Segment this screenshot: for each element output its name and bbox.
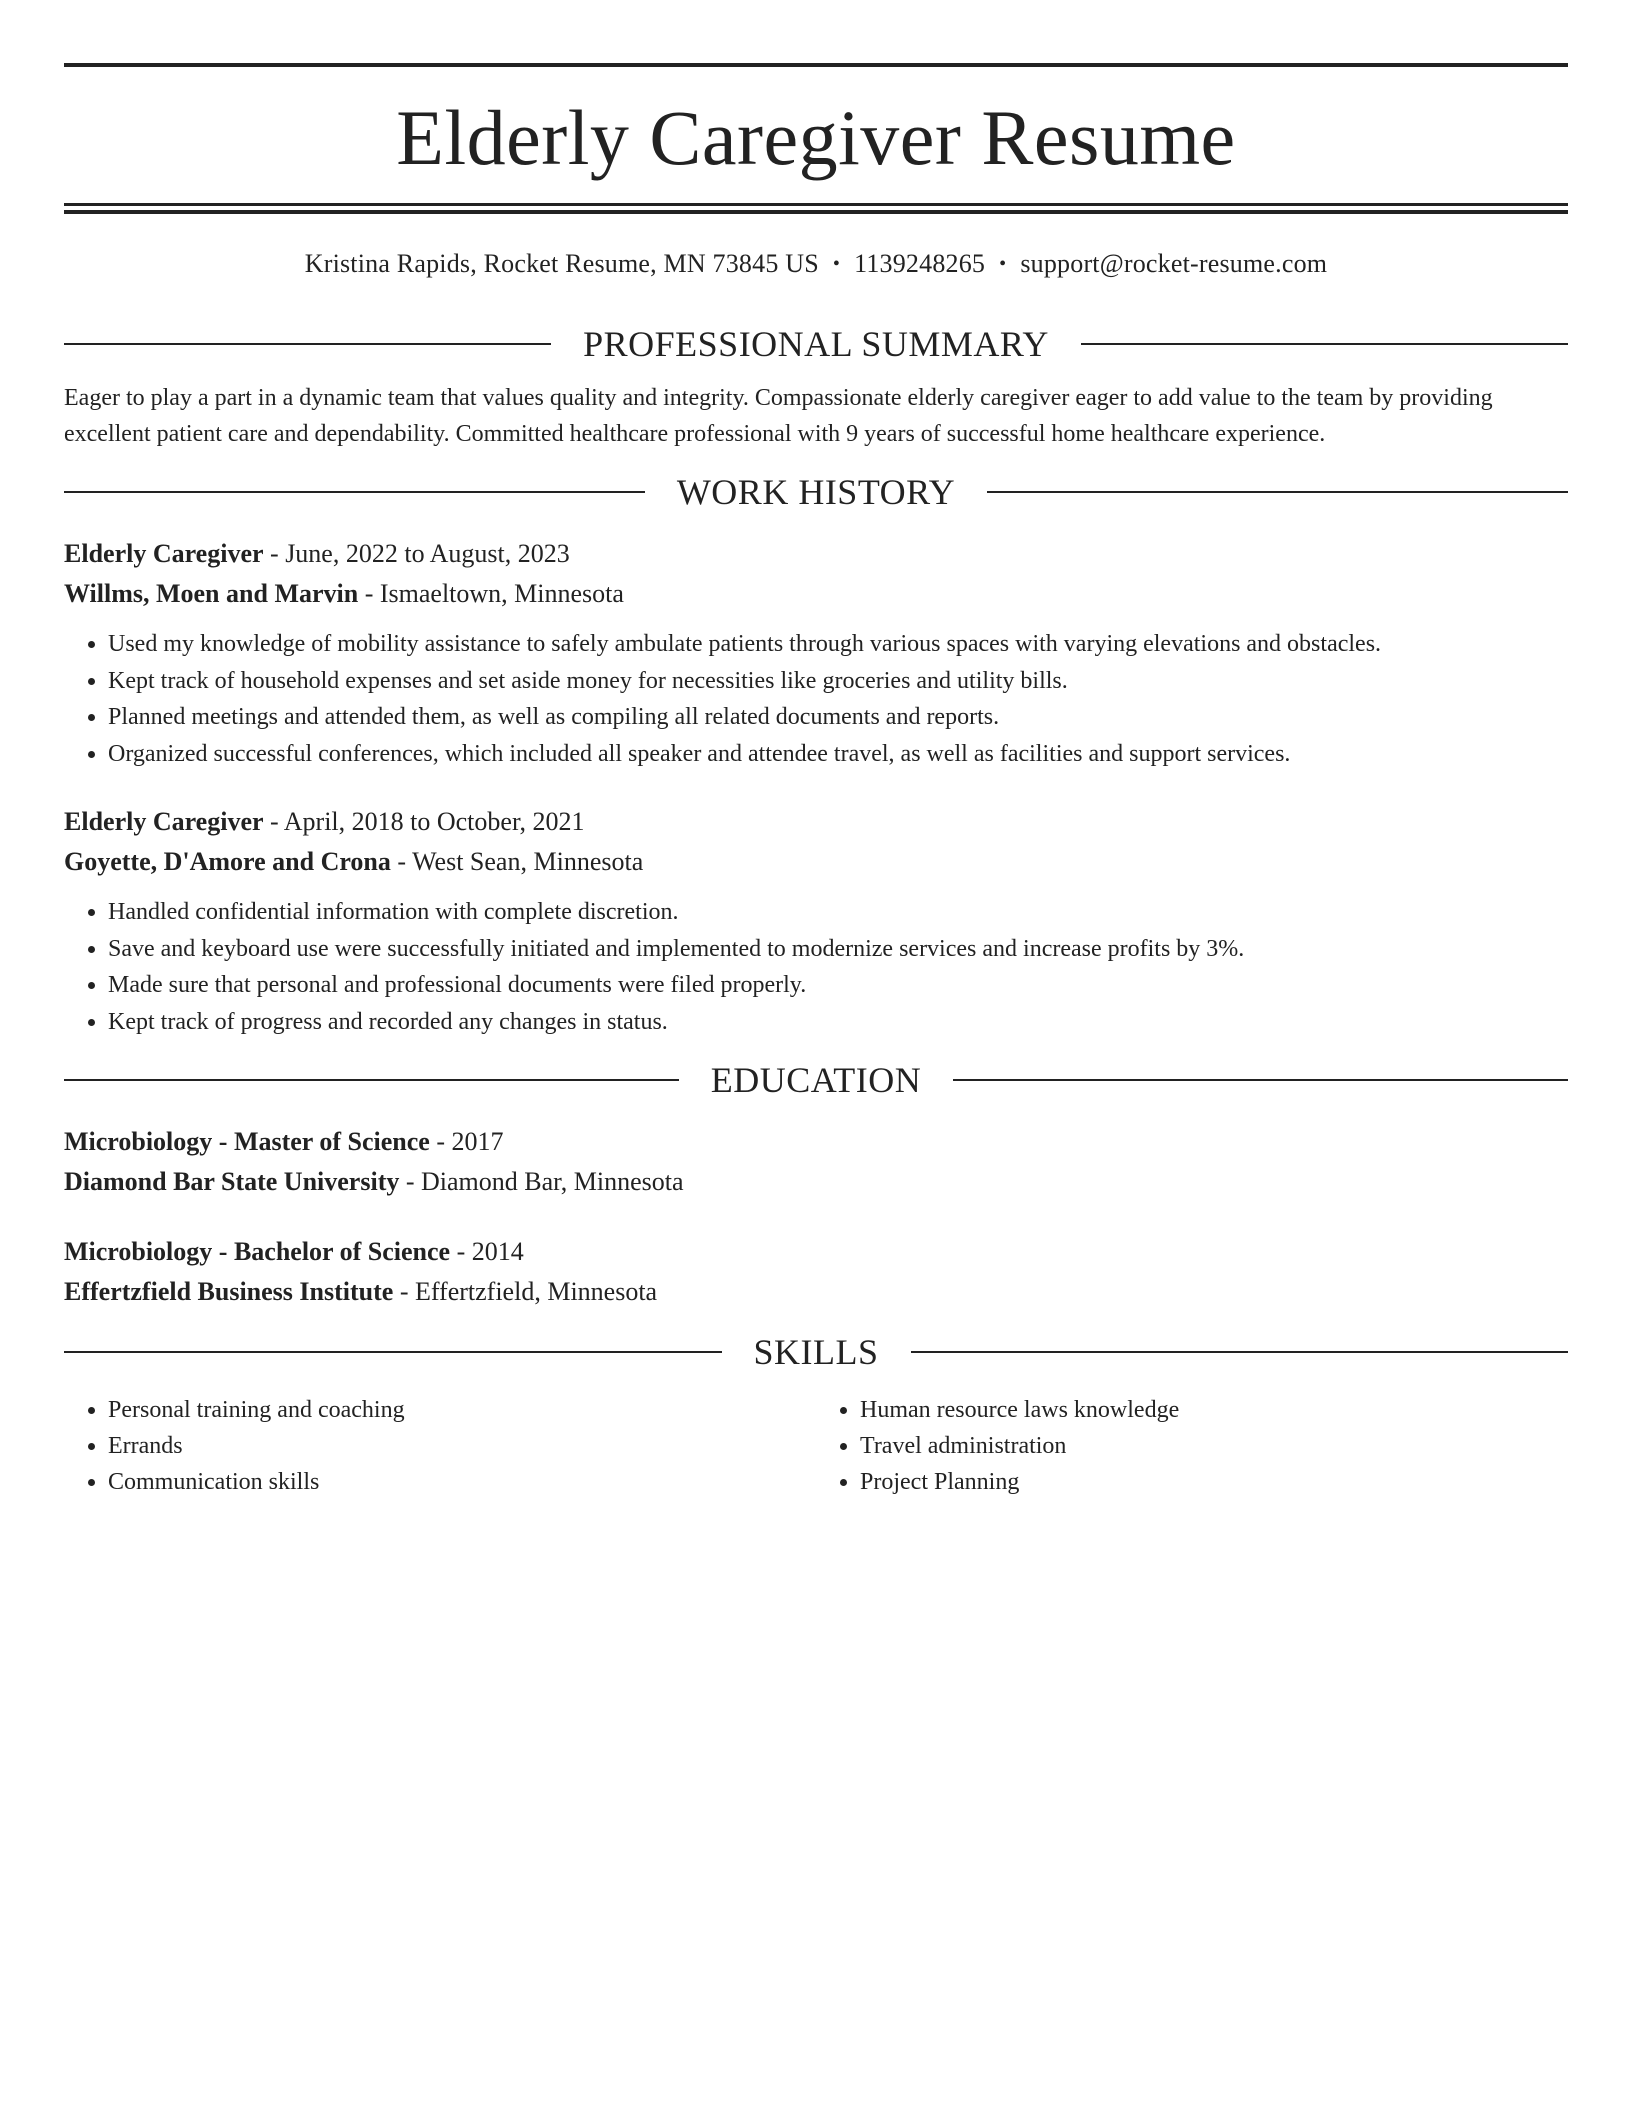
section-header-education <box>64 1060 1568 1100</box>
list-item: • Kept track of progress and recorded any changes in status. <box>108 1004 1568 1041</box>
list-item: • Organized successful conferences, which included all speaker and attendee travel, as well as facilities and support services. <box>108 736 1568 773</box>
bullet-separator: • <box>999 253 1007 275</box>
job-company-line <box>64 842 1568 882</box>
list-item: • Kept track of household expenses and set aside money for necessities like groceries and utility bills. <box>108 663 1568 700</box>
list-item: • Travel administration <box>860 1428 1568 1464</box>
job-entry <box>64 534 1568 772</box>
contact-email: support@rocket-resume.com <box>1020 249 1328 278</box>
skills-list-left <box>64 1392 816 1500</box>
section-title-education: EDUCATION <box>710 1060 922 1100</box>
list-item: • Errands <box>108 1428 816 1464</box>
job-duties-list <box>64 894 1568 1040</box>
section-title-summary: PROFESSIONAL SUMMARY <box>583 324 1049 364</box>
list-item: • Communication skills <box>108 1464 816 1500</box>
section-header-summary <box>64 324 1568 364</box>
list-item: • Made sure that personal and professional documents were filed properly. <box>108 967 1568 1004</box>
summary-text: Eager to play a part in a dynamic team that values quality and integrity. Compassionate elderly caregiver eager to add value to the team by providing excellent patient care and dependability. Committed healthcare professional with 9 years of successful home healthcare experience. <box>64 385 1493 447</box>
school-line <box>64 1272 1568 1312</box>
section-rule <box>987 491 1568 493</box>
section-rule <box>1081 343 1568 345</box>
job-company-line <box>64 574 1568 614</box>
job-entry <box>64 802 1568 1040</box>
graduation-year: - 2017 <box>429 1127 504 1156</box>
section-title-skills: SKILLS <box>753 1332 879 1372</box>
school-location: - Effertzfield, Minnesota <box>393 1277 658 1306</box>
job-company: Willms, Moen and Marvin <box>64 579 359 608</box>
job-dates: - April, 2018 to October, 2021 <box>263 807 585 836</box>
list-item: • Human resource laws knowledge <box>860 1392 1568 1428</box>
section-rule <box>953 1079 1568 1081</box>
school-line <box>64 1162 1568 1202</box>
school-name: Diamond Bar State University <box>64 1167 400 1196</box>
job-location: - West Sean, Minnesota <box>390 847 644 876</box>
job-dates: - June, 2022 to August, 2023 <box>263 539 570 568</box>
job-title-line <box>64 802 1568 842</box>
degree: Microbiology - Bachelor of Science <box>64 1237 451 1266</box>
education-entry <box>64 1232 1568 1312</box>
bullet-separator: • <box>832 253 841 275</box>
contact-info <box>64 249 1568 281</box>
section-rule <box>64 343 551 345</box>
school-location: - Diamond Bar, Minnesota <box>399 1167 684 1196</box>
section-header-skills <box>64 1332 1568 1372</box>
list-item: • Handled confidential information with complete discretion. <box>108 894 1568 931</box>
degree-line <box>64 1232 1568 1272</box>
job-duties-list <box>64 626 1568 772</box>
section-rule <box>64 1079 679 1081</box>
job-title-line <box>64 534 1568 574</box>
list-item: • Project Planning <box>860 1464 1568 1500</box>
graduation-year: - 2014 <box>450 1237 524 1266</box>
skills-grid <box>64 1392 1568 1500</box>
contact-phone: 1139248265 <box>854 249 986 278</box>
resume-title: Elderly Caregiver Resume <box>396 94 1236 181</box>
section-rule <box>64 1351 722 1353</box>
section-rule <box>64 491 645 493</box>
contact-address: Kristina Rapids, Rocket Resume, MN 73845 US <box>304 249 819 278</box>
section-title-work-history: WORK HISTORY <box>676 472 956 512</box>
job-title: Elderly Caregiver <box>64 539 264 568</box>
job-title: Elderly Caregiver <box>64 807 264 836</box>
job-company: Goyette, D'Amore and Crona <box>64 847 391 876</box>
degree-line <box>64 1122 1568 1162</box>
education-entry <box>64 1122 1568 1202</box>
top-rule <box>64 63 1568 67</box>
job-location: - Ismaeltown, Minnesota <box>358 579 624 608</box>
list-item: • Personal training and coaching <box>108 1392 816 1428</box>
list-item: • Save and keyboard use were successfully initiated and implemented to modernize services and increase profits by 3%. <box>108 931 1568 968</box>
degree: Microbiology - Master of Science <box>64 1127 430 1156</box>
school-name: Effertzfield Business Institute <box>64 1277 394 1306</box>
skills-list-right <box>816 1392 1568 1500</box>
list-item: • Used my knowledge of mobility assistance to safely ambulate patients through various spaces with varying elevations and obstacles. <box>108 626 1568 663</box>
title-double-rule <box>64 203 1568 214</box>
section-rule <box>911 1351 1569 1353</box>
list-item: • Planned meetings and attended them, as well as compiling all related documents and reports. <box>108 699 1568 736</box>
section-header-work-history <box>64 472 1568 512</box>
